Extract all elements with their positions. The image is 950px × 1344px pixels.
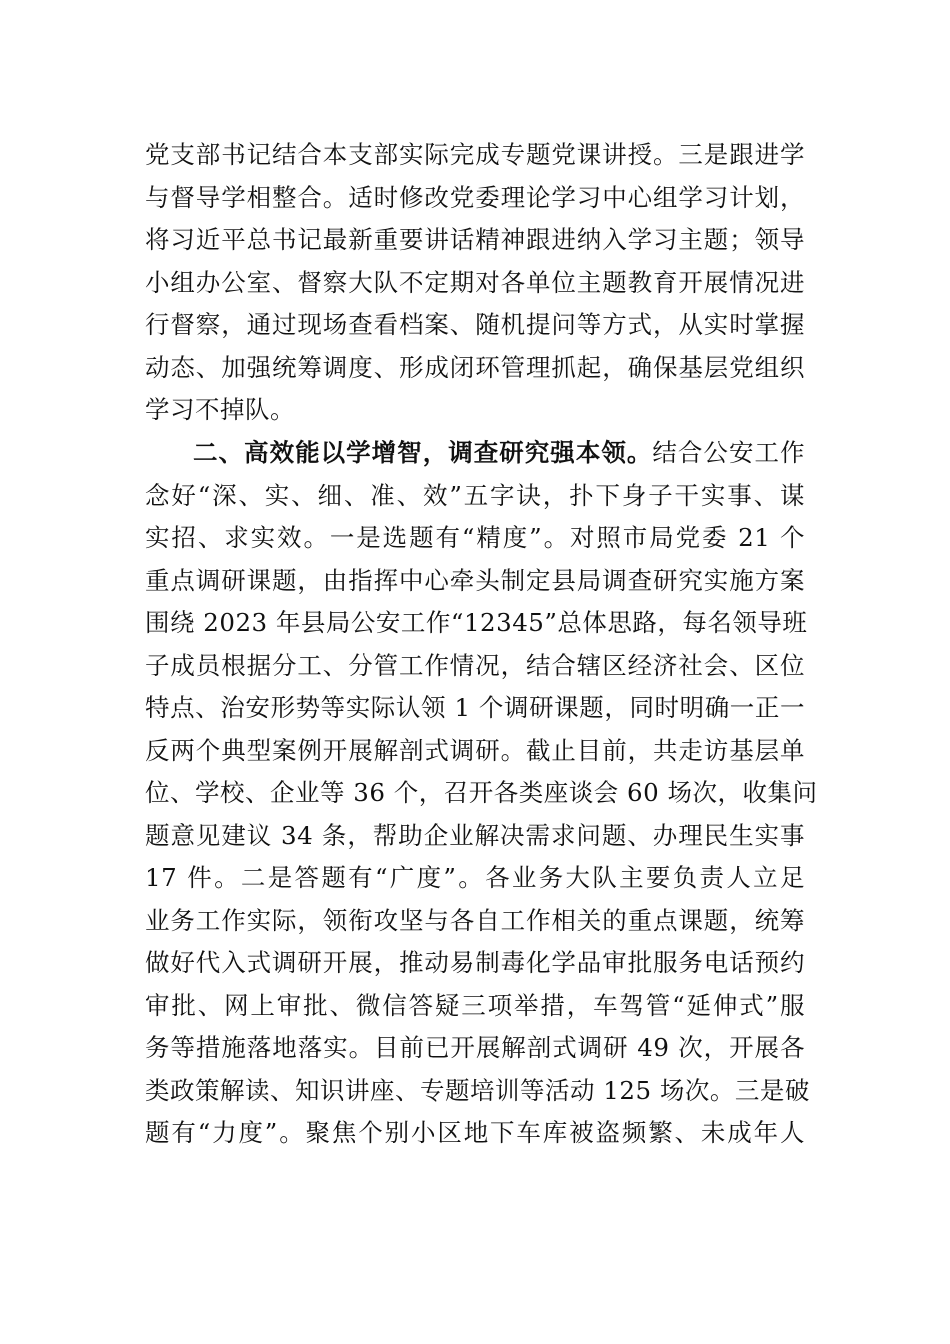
paragraph-line: 做好代入式调研开展，推动易制毒化学品审批服务电话预约: [145, 948, 805, 977]
paragraph-line: 务等措施落地落实。目前已开展解剖式调研 49 次，开展各: [145, 1033, 805, 1062]
paragraph-line: 行督察，通过现场查看档案、随机提问等方式，从实时掌握: [145, 310, 805, 339]
paragraph-line: 围绕 2023 年县局公安工作“12345”总体思路，每名领导班: [145, 608, 808, 637]
paragraph-line: 党支部书记结合本支部实际完成专题党课讲授。三是跟进学: [145, 140, 805, 169]
paragraph-line: 题有“力度”。聚焦个别小区地下车库被盗频繁、未成年人: [145, 1118, 805, 1147]
paragraph-line: 学习不掉队。: [145, 395, 295, 424]
paragraph-line: 业务工作实际，领衔攻坚与各自工作相关的重点课题，统筹: [145, 906, 805, 935]
section-heading-line: [193, 438, 805, 468]
paragraph-line: 特点、治安形势等实际认领 1 个调研课题，同时明确一正一: [145, 693, 805, 722]
section-heading-rest: 结合公安工作: [652, 438, 805, 467]
paragraph-line: 位、学校、企业等 36 个，召开各类座谈会 60 场次，收集问: [145, 778, 818, 807]
paragraph-line: 念好“深、实、细、准、效”五字诀，扑下身子干实事、谋: [145, 481, 805, 510]
paragraph-line: 17 件。二是答题有“广度”。各业务大队主要负责人立足: [145, 863, 805, 892]
paragraph-line: 审批、网上审批、微信答疑三项举措，车驾管“延伸式”服: [145, 991, 805, 1020]
paragraph-line: 子成员根据分工、分管工作情况，结合辖区经济社会、区位: [145, 651, 805, 680]
paragraph-line: 实招、求实效。一是选题有“精度”。对照市局党委 21 个: [145, 523, 805, 552]
paragraph-line: 类政策解读、知识讲座、专题培训等活动 125 场次。三是破: [145, 1076, 810, 1105]
section-heading: 二、高效能以学增智，调查研究强本领。: [193, 438, 653, 467]
paragraph-line: 与督导学相整合。适时修改党委理论学习中心组学习计划，: [145, 183, 805, 212]
paragraph-line: 小组办公室、督察大队不定期对各单位主题教育开展情况进: [145, 268, 805, 297]
paragraph-line: 重点调研课题，由指挥中心牵头制定县局调查研究实施方案: [145, 566, 805, 595]
paragraph-line: 题意见建议 34 条，帮助企业解决需求问题、办理民生实事: [145, 821, 805, 850]
paragraph-line: 动态、加强统筹调度、形成闭环管理抓起，确保基层党组织: [145, 353, 805, 382]
paragraph-line: 将习近平总书记最新重要讲话精神跟进纳入学习主题；领导: [145, 225, 805, 254]
paragraph-line: 反两个典型案例开展解剖式调研。截止目前，共走访基层单: [145, 736, 805, 765]
